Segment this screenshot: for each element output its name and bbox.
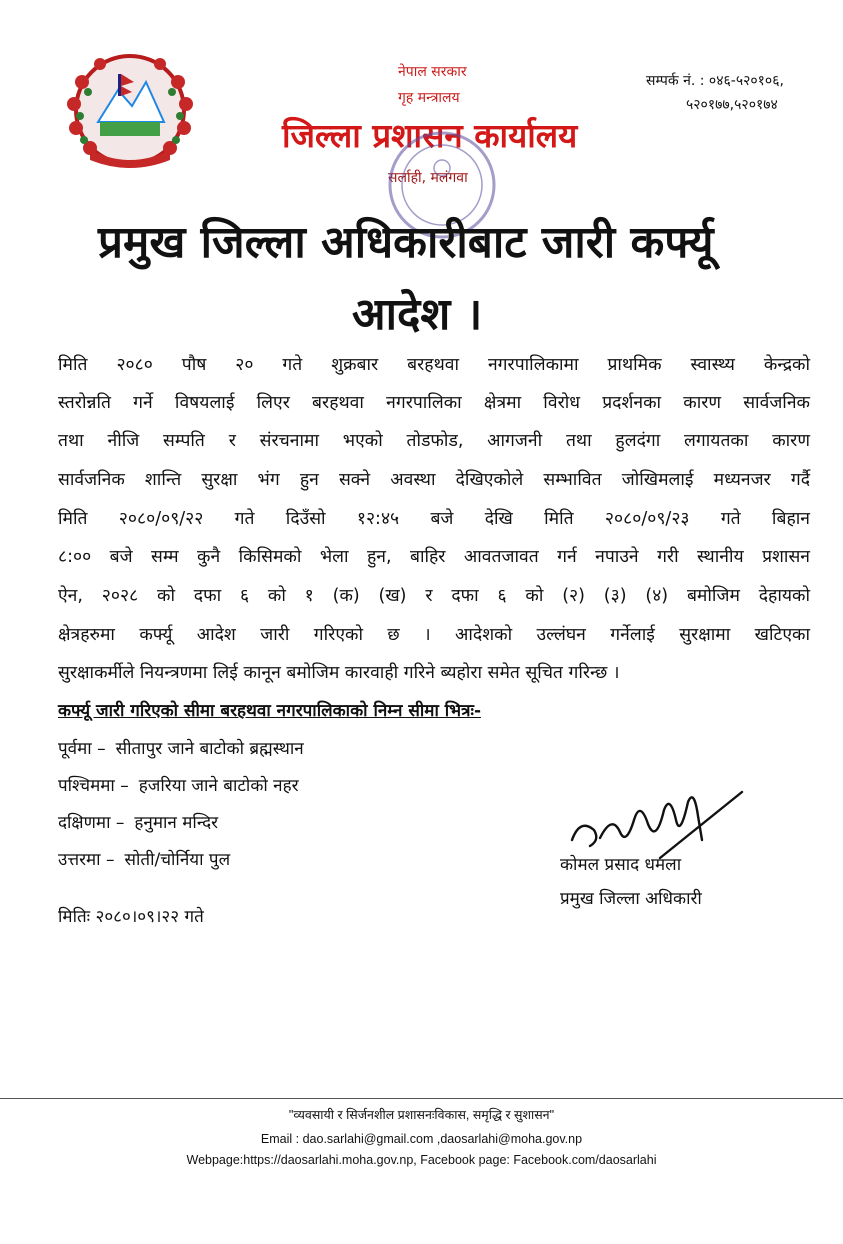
body-line: ऐन, २०२८ को दफा ६ को १ (क) (ख) र दफा ६ को (२) (३) (४) बमोजिम देहायको	[58, 586, 810, 606]
boundary-place: हनुमान मन्दिर	[134, 813, 219, 833]
boundary-south	[58, 810, 218, 833]
body-line: ८:०० बजे सम्म कुनै किसिमको भेला हुन, बाहिर आवतजावत गर्न नपाउने गरी स्थानीय प्रशासन	[58, 547, 810, 567]
notice-title-line-1: प्रमुख जिल्ला अधिकारीबाट जारी कर्फ्यू	[98, 217, 714, 268]
government-name: नेपाल सरकार	[398, 64, 467, 80]
nepal-emblem-icon	[60, 52, 200, 176]
footer-divider	[0, 1098, 843, 1099]
boundary-north	[58, 847, 230, 870]
boundary-heading: कर्फ्यू जारी गरिएको सीमा बरहथवा नगरपालिकाको निम्न सीमा भित्रः-	[58, 701, 481, 721]
issue-date: मितिः २०८०।०९।२२ गते	[58, 907, 204, 927]
office-location: सर्लाही, मलंगवा	[388, 170, 468, 186]
body-line: सुरक्षाकर्मीले नियन्त्रणमा लिई कानून बमोजिम कारवाही गरिने ब्यहोरा समेत सूचित गरिन्छ ।	[58, 663, 620, 683]
boundary-west	[58, 773, 299, 796]
body-line: तथा नीजि सम्पति र संरचनामा भएको तोडफोड, आगजनी तथा हुलदंगा लगायतका कारण	[58, 431, 810, 451]
signer-title: प्रमुख जिल्ला अधिकारी	[560, 889, 702, 909]
boundary-direction: पूर्वमा –	[58, 739, 106, 759]
notice-title-line-2: आदेश ।	[352, 289, 483, 340]
body-line: मिति २०८० पौष २० गते शुक्रबार बरहथवा नगरपालिकामा प्राथमिक स्वास्थ्य केन्द्रको	[58, 355, 810, 375]
boundary-direction: उत्तरमा –	[58, 850, 115, 870]
body-line: मिति २०८०/०९/२२ गते दिउँसो १२:४५ बजे देखि मिति २०८०/०९/२३ गते बिहान	[58, 509, 810, 529]
body-line: स्तरोन्नति गर्ने विषयलाई लिएर बरहथवा नगरपालिका क्षेत्रमा विरोध प्रदर्शनका कारण सार्वजनिक	[58, 393, 810, 413]
signer-name: कोमल प्रसाद धमला	[560, 855, 682, 875]
body-line: क्षेत्रहरुमा कर्फ्यू आदेश जारी गरिएको छ । आदेशको उल्लंघन गर्नेलाई सुरक्षामा खटिएका	[58, 625, 810, 645]
boundary-direction: दक्षिणमा –	[58, 813, 125, 833]
footer-slogan: "व्यवसायी र सिर्जनशील प्रशासनःविकास, समृद्धि र सुशासन"	[288, 1108, 555, 1122]
boundary-place: हजरिया जाने बाटोको नहर	[138, 776, 299, 796]
footer-web: Webpage:https://daosarlahi.moha.gov.np, Facebook page: Facebook.com/daosarlahi	[186, 1153, 657, 1167]
body-line: सार्वजनिक शान्ति सुरक्षा भंग हुन सक्ने अवस्था देखिएकोले सम्भावित जोखिमलाई मध्यनजर गर्दै	[58, 470, 810, 490]
contact-number: सम्पर्क नं. : ०४६-५२०१०६,	[646, 73, 784, 89]
footer-email: Email : dao.sarlahi@gmail.com ,daosarlahi@moha.gov.np	[260, 1132, 583, 1146]
boundary-east	[58, 736, 304, 759]
ministry-name: गृह मन्त्रालय	[398, 90, 460, 106]
boundary-place: सीतापुर जाने बाटोको ब्रह्मस्थान	[115, 739, 304, 759]
boundary-place: सोती/चोर्निया पुल	[124, 850, 231, 870]
office-name: जिल्ला प्रशासन कार्यालय	[282, 116, 578, 155]
contact-number-continued: ५२०१७७,५२०१७४	[686, 97, 778, 113]
boundary-direction: पश्चिममा –	[58, 776, 129, 796]
